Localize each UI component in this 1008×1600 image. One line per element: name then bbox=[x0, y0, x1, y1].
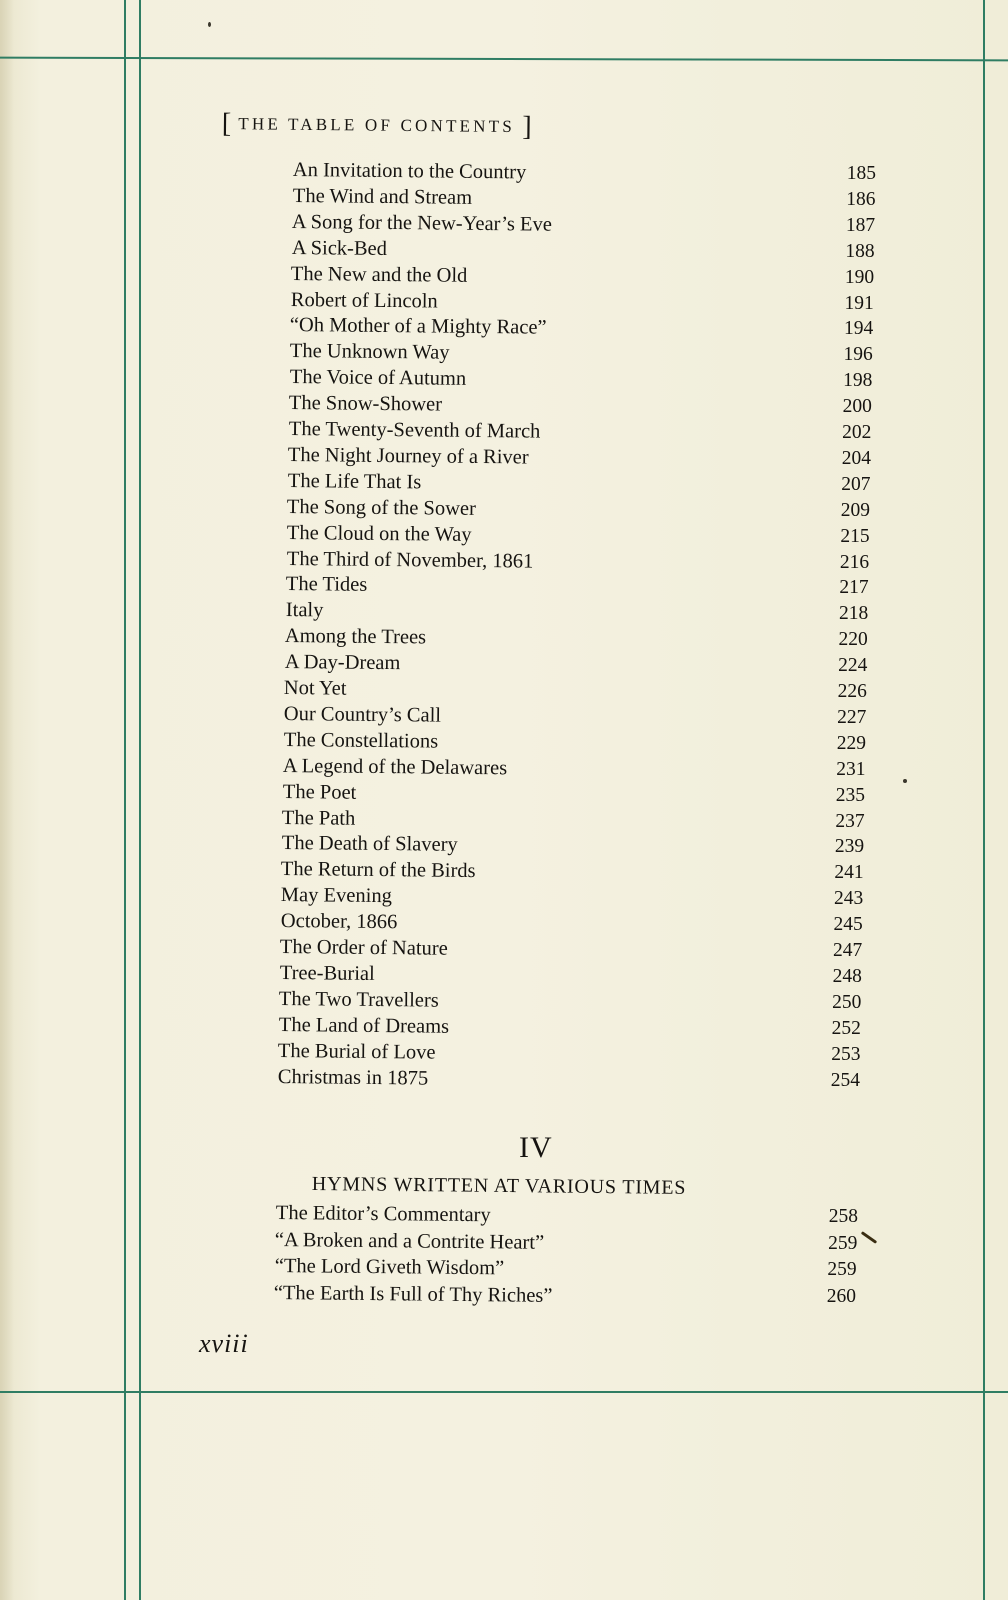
toc-entry-page: 216 bbox=[839, 551, 870, 573]
toc-entry-page: 190 bbox=[844, 266, 875, 288]
toc-entry-title: The Order of Nature bbox=[279, 935, 449, 960]
toc-entry-page: 191 bbox=[844, 292, 874, 314]
toc-entry-page: 215 bbox=[840, 525, 870, 547]
toc-entry-page: 227 bbox=[837, 706, 867, 728]
toc-entry-page: 218 bbox=[838, 603, 869, 625]
section-number: IV bbox=[519, 1131, 553, 1164]
toc-entry-title: The Editor’s Commentary bbox=[275, 1201, 491, 1227]
toc-entry-title: “The Earth Is Full of Thy Riches” bbox=[273, 1281, 553, 1307]
toc-entry-page: 237 bbox=[835, 810, 865, 832]
toc-entry-title: The Poet bbox=[282, 780, 357, 804]
toc-entry-page: 196 bbox=[843, 344, 873, 366]
toc-entry-title: “Oh Mother of a Mighty Race” bbox=[290, 314, 548, 340]
toc-entry-page: 235 bbox=[835, 784, 866, 806]
toc-entry-page: 250 bbox=[832, 991, 862, 1013]
toc-entry-page: 186 bbox=[846, 188, 876, 210]
toc-entry-title: A Sick-Bed bbox=[291, 236, 387, 260]
toc-entry-title: An Invitation to the Country bbox=[292, 158, 527, 184]
toc-entry-page: 258 bbox=[828, 1206, 858, 1227]
toc-entry-title: The Wind and Stream bbox=[292, 184, 472, 209]
toc-entry-page: 243 bbox=[833, 888, 864, 910]
toc-entry-page: 209 bbox=[840, 499, 871, 521]
toc-entry-title: The Night Journey of a River bbox=[288, 443, 530, 469]
toc-entry-title: May Evening bbox=[280, 884, 393, 908]
toc-entry-page: 200 bbox=[842, 396, 872, 418]
toc-entry-title: The Burial of Love bbox=[278, 1039, 437, 1064]
toc-entry-page: 187 bbox=[845, 214, 876, 236]
toc-entry-page: 254 bbox=[830, 1069, 860, 1091]
toc-entry-page: 226 bbox=[837, 681, 867, 702]
toc-entry-title: Tree-Burial bbox=[279, 961, 375, 985]
toc-entry-page: 224 bbox=[838, 655, 868, 677]
toc-entry-page: 207 bbox=[841, 473, 871, 495]
toc-entry-title: The Twenty-Seventh of March bbox=[288, 417, 541, 443]
right-rule bbox=[983, 0, 985, 1600]
toc-entry-page: 188 bbox=[845, 240, 875, 262]
toc-entry-title: The Snow-Shower bbox=[288, 392, 443, 416]
header-bracket-close: ] bbox=[522, 111, 532, 143]
toc-entry-page: 198 bbox=[843, 370, 873, 392]
toc-entry-page: 259 bbox=[828, 1232, 858, 1254]
toc-entry-title: Not Yet bbox=[284, 676, 348, 700]
toc-entry-page: 245 bbox=[833, 914, 863, 936]
toc-entry-title: The Death of Slavery bbox=[281, 832, 458, 857]
section-title: HYMNS WRITTEN AT VARIOUS TIMES bbox=[311, 1172, 687, 1199]
toc-entry-title: The Constellations bbox=[283, 728, 438, 753]
toc-entry-title: The Voice of Autumn bbox=[289, 366, 466, 391]
toc-entry-title: The Two Travellers bbox=[279, 987, 440, 1012]
toc-entry-title: Among the Trees bbox=[285, 625, 427, 649]
binding-shadow bbox=[0, 0, 14, 1600]
toc-entry-page: 204 bbox=[841, 447, 871, 469]
header-title: THE TABLE OF CONTENTS bbox=[238, 114, 516, 137]
toc-entry-title: The New and the Old bbox=[291, 262, 468, 287]
toc-entry-title: The Cloud on the Way bbox=[286, 521, 472, 546]
toc-entry-title: The Return of the Birds bbox=[281, 858, 477, 883]
toc-entry-page: 220 bbox=[838, 629, 868, 651]
bottom-rule bbox=[0, 1391, 1008, 1393]
toc-entry-title: The Third of November, 1861 bbox=[286, 547, 533, 573]
toc-entry-title: A Day-Dream bbox=[284, 651, 401, 675]
toc-entry-page: 202 bbox=[842, 422, 872, 443]
top-rule bbox=[0, 57, 1008, 62]
toc-entry-title: Italy bbox=[285, 599, 324, 622]
toc-entry-title: A Legend of the Delawares bbox=[282, 754, 508, 780]
toc-entry-title: A Song for the New-Year’s Eve bbox=[291, 210, 553, 236]
toc-entry-page: 253 bbox=[831, 1043, 861, 1065]
toc-entry-title: The Tides bbox=[285, 573, 368, 597]
toc-entry-page: 239 bbox=[834, 836, 865, 858]
toc-entry-page: 229 bbox=[836, 732, 866, 754]
toc-entry-title: Our Country’s Call bbox=[283, 702, 442, 727]
paper-speck bbox=[903, 779, 907, 783]
toc-entry-page: 252 bbox=[831, 1017, 861, 1039]
toc-entry-page: 248 bbox=[832, 965, 862, 987]
running-header bbox=[222, 108, 532, 143]
toc-entry-title: The Song of the Sower bbox=[287, 495, 477, 520]
toc-entry-title: October, 1866 bbox=[280, 910, 398, 934]
toc-entry-page: 260 bbox=[826, 1285, 856, 1307]
left-rule-inner bbox=[139, 0, 141, 1600]
toc-entry-page: 241 bbox=[834, 862, 864, 884]
pencil-tick-mark bbox=[861, 1231, 877, 1244]
toc-entry-title: The Path bbox=[282, 806, 356, 830]
toc-entry-title: Robert of Lincoln bbox=[290, 288, 438, 313]
toc-entry-title: “A Broken and a Contrite Heart” bbox=[275, 1228, 545, 1254]
toc-entry-page: 259 bbox=[827, 1259, 857, 1280]
toc-entry-title: Christmas in 1875 bbox=[277, 1065, 429, 1090]
toc-entry-title: The Life That Is bbox=[287, 469, 422, 494]
toc-entry-page: 194 bbox=[844, 318, 874, 340]
paper-speck bbox=[208, 22, 211, 27]
page-folio: xviii bbox=[199, 1329, 249, 1358]
toc-entry-title: “The Lord Giveth Wisdom” bbox=[274, 1254, 504, 1280]
toc-entry-page: 231 bbox=[836, 758, 866, 780]
toc-entry-title: The Unknown Way bbox=[289, 340, 450, 364]
toc-entry-page: 185 bbox=[846, 163, 876, 184]
toc-entry-title: The Land of Dreams bbox=[278, 1013, 450, 1038]
header-bracket-open: [ bbox=[221, 108, 232, 140]
left-rule-outer bbox=[124, 0, 126, 1600]
toc-entry-page: 217 bbox=[839, 577, 869, 599]
toc-entry-page: 247 bbox=[833, 940, 863, 961]
